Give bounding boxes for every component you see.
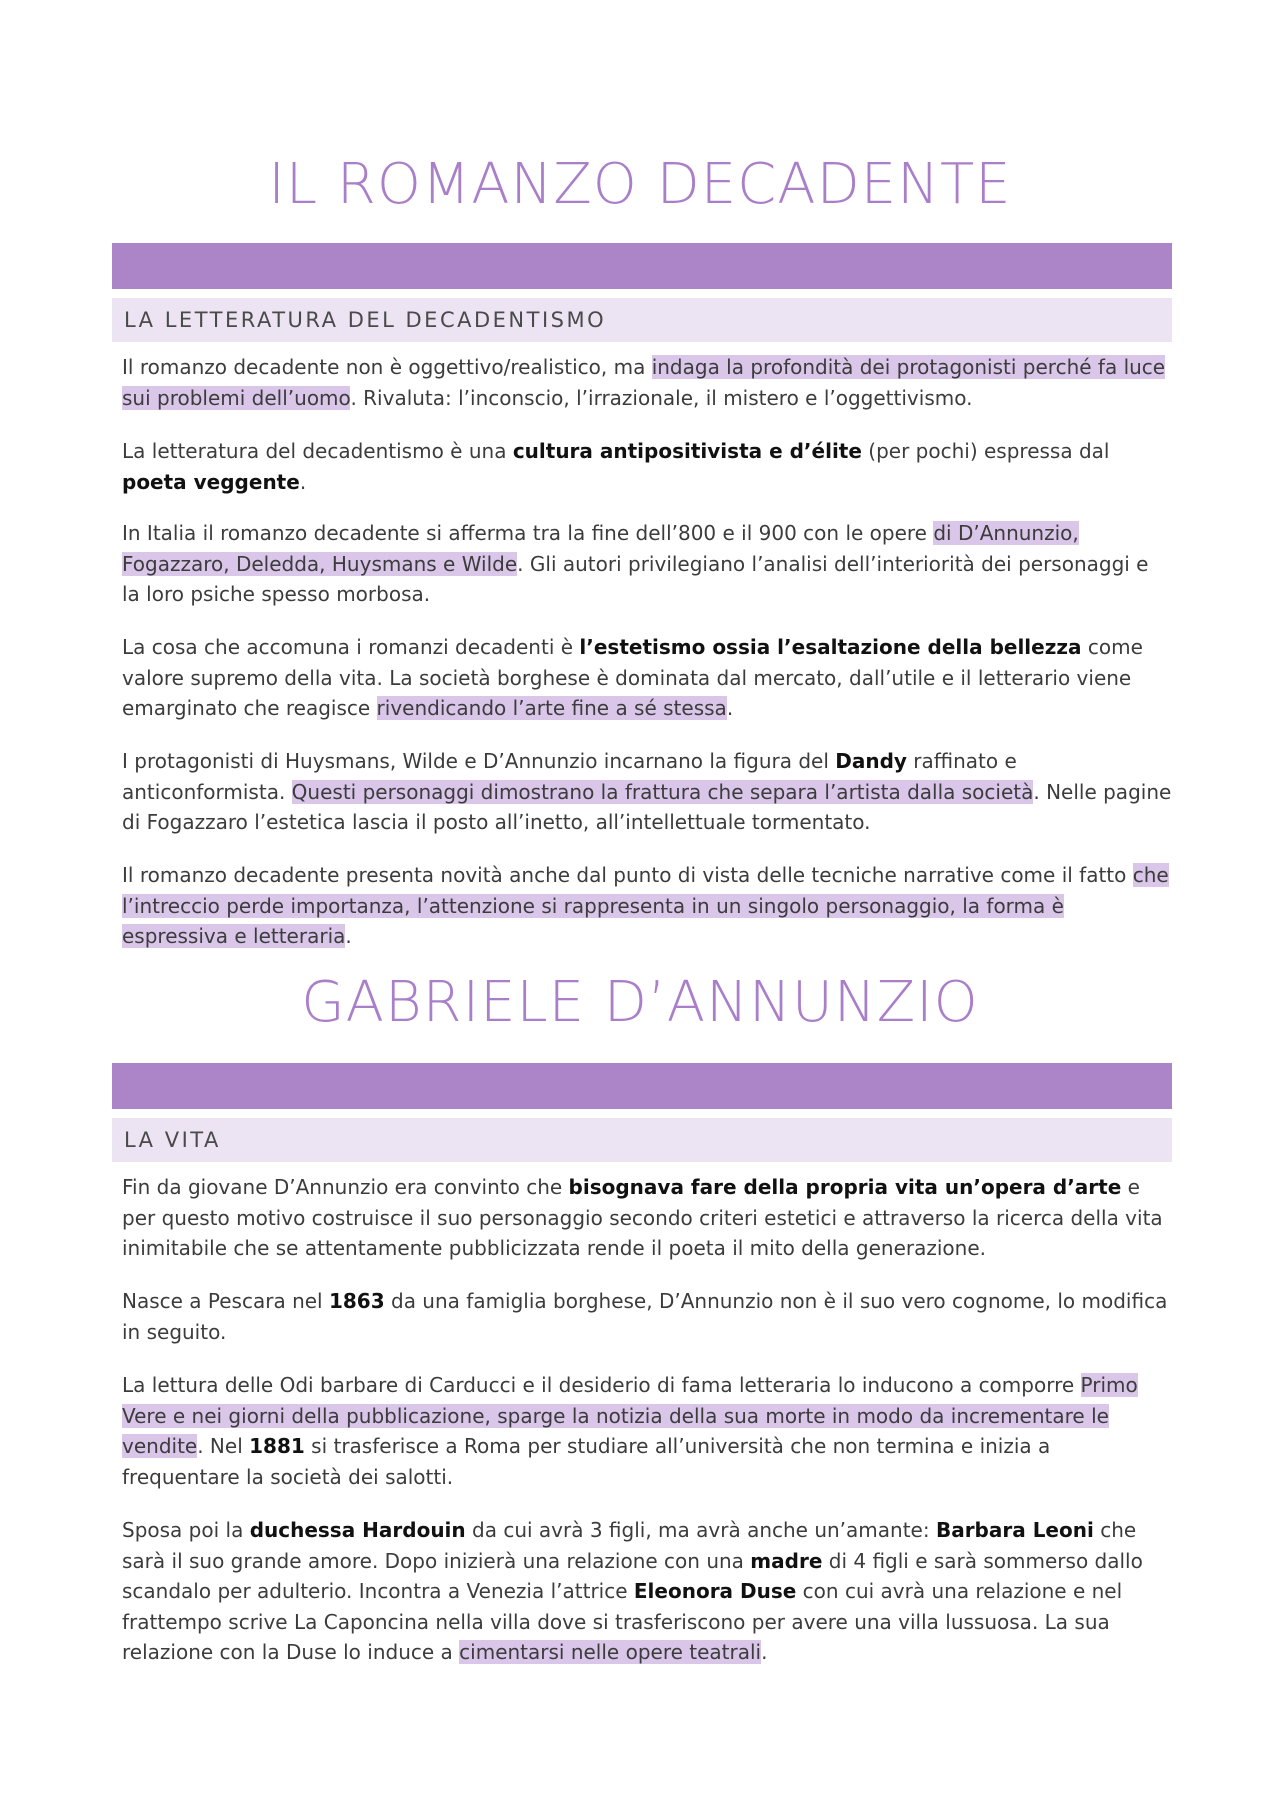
text: . Nel: [197, 1434, 250, 1458]
title-gabriele-dannunzio: GABRIELE D’ANNUNZIO: [301, 970, 979, 1035]
bold-text: madre: [750, 1548, 823, 1573]
paragraph: [122, 632, 1172, 724]
text: Il romanzo decadente non è oggettivo/realistico, ma: [122, 355, 652, 379]
highlighted-text: Questi personaggi dimostrano la frattura che separa l’artista dalla società: [291, 779, 1034, 804]
text: Nasce a Pescara nel: [122, 1289, 329, 1313]
bold-text: 1881: [249, 1434, 305, 1458]
highlighted-text: che l’intreccio perde importanza, l’attenzione si rappresenta in un singolo personaggio, la forma è espressiva e letteraria: [122, 863, 1169, 948]
bold-text: bisognava fare della propria vita un’opera d’arte: [568, 1175, 1122, 1199]
text: .: [726, 696, 734, 720]
paragraph: [122, 1370, 1172, 1492]
text: In Italia il romanzo decadente si afferma tra la fine dell’800 e il 900 con le opere: [122, 521, 934, 545]
text: Sposa poi la: [122, 1518, 250, 1542]
text: .: [345, 924, 352, 948]
paragraph: [122, 746, 1172, 838]
bold-text: l’estetismo ossia l’esaltazione della bellezza: [579, 635, 1082, 659]
text: e per questo motivo costruisce il suo personaggio secondo criteri estetici e attraverso la ricerca della vita inimitabile che se attentamente pubblicizzata rende il poeta il mito della generazione.: [122, 1175, 1163, 1260]
paragraph: [122, 436, 1172, 497]
highlighted-text: di D’Annunzio, Fogazzaro, Deledda, Huysmans e Wilde: [122, 521, 1079, 576]
text: Il romanzo decadente presenta novità anche dal punto di vista delle tecniche narrative come il fatto: [122, 863, 1133, 887]
text: da una famiglia borghese, D’Annunzio non è il suo vero cognome, lo modifica in seguito.: [122, 1289, 1168, 1344]
text: La letteratura del decadentismo è una: [122, 439, 513, 463]
subheading-la-vita: LA VITA: [112, 1118, 1172, 1162]
highlighted-text: Primo Vere e nei giorni della pubblicazione, sparge la notizia della sua morte in modo da incrementare le vendite: [122, 1373, 1138, 1458]
text: . Rivaluta: l’inconscio, l’irrazionale, il mistero e l’oggettivismo.: [350, 385, 973, 410]
highlighted-text: cimentarsi nelle opere teatrali: [459, 1640, 762, 1664]
bold-text: poeta veggente: [122, 469, 300, 494]
text: da cui avrà 3 figli, ma avrà anche un’amante:: [465, 1518, 936, 1542]
text: . Gli autori privilegiano l’analisi dell’interiorità dei personaggi e la loro psiche spesso morbosa.: [122, 551, 1149, 606]
paragraph: [122, 518, 1172, 610]
text: La cosa che accomuna i romanzi decadenti è: [122, 635, 580, 659]
title-decorative-bar: [112, 243, 1172, 289]
bold-text: Eleonora Duse: [633, 1579, 797, 1603]
bold-text: duchessa Hardouin: [249, 1518, 466, 1542]
bold-text: Dandy: [835, 749, 907, 773]
subheading-letteratura: LA LETTERATURA DEL DECADENTISMO: [112, 298, 1172, 342]
title-decorative-bar: [112, 1063, 1172, 1109]
bold-text: cultura antipositivista e d’élite: [512, 439, 862, 463]
text: Fin da giovane D’Annunzio era convinto che: [122, 1175, 569, 1199]
text: La lettura delle Odi barbare di Carducci e il desiderio di fama letteraria lo inducono a comporre: [122, 1373, 1081, 1397]
text: I protagonisti di Huysmans, Wilde e D’Annunzio incarnano la figura del: [122, 749, 836, 773]
paragraph: [122, 1515, 1172, 1668]
text: come valore supremo della vita. La società borghese è dominata dal mercato, dall’utile e il letterario viene emarginato che reagisce: [122, 635, 1143, 720]
text: raffinato e anticonformista.: [122, 749, 1017, 804]
text: .: [761, 1640, 768, 1664]
text: . Nelle pagine di Fogazzaro l’estetica lascia il posto all’inetto, all’intellettuale tormentato.: [122, 779, 1172, 834]
paragraph: [122, 1286, 1172, 1347]
text: .: [299, 469, 307, 494]
bold-text: Barbara Leoni: [935, 1518, 1094, 1542]
bold-text: 1863: [328, 1289, 385, 1313]
text: di 4 figli e sarà sommerso dallo scandalo per adulterio. Incontra a Venezia l’attrice: [122, 1548, 1143, 1603]
paragraph: [122, 1172, 1172, 1264]
highlighted-text: indaga la profondità dei protagonisti perché fa luce sui problemi dell’uomo: [122, 355, 1166, 410]
text: che sarà il suo grande amore. Dopo inizierà una relazione con una: [122, 1518, 1137, 1573]
paragraph: [122, 860, 1172, 952]
text: si trasferisce a Roma per studiare all’università che non termina e inizia a frequentare la società dei salotti.: [122, 1434, 1051, 1489]
text: con cui avrà una relazione e nel frattempo scrive La Caponcina nella villa dove si trasferiscono per avere una villa lussuosa. La sua relazione con la Duse lo induce a: [122, 1579, 1123, 1664]
title-romanzo-decadente: IL ROMANZO DECADENTE: [268, 152, 1012, 217]
text: (per pochi) espressa dal: [861, 439, 1110, 463]
highlighted-text: rivendicando l’arte fine a sé stessa: [376, 696, 727, 720]
paragraph: [122, 352, 1172, 413]
